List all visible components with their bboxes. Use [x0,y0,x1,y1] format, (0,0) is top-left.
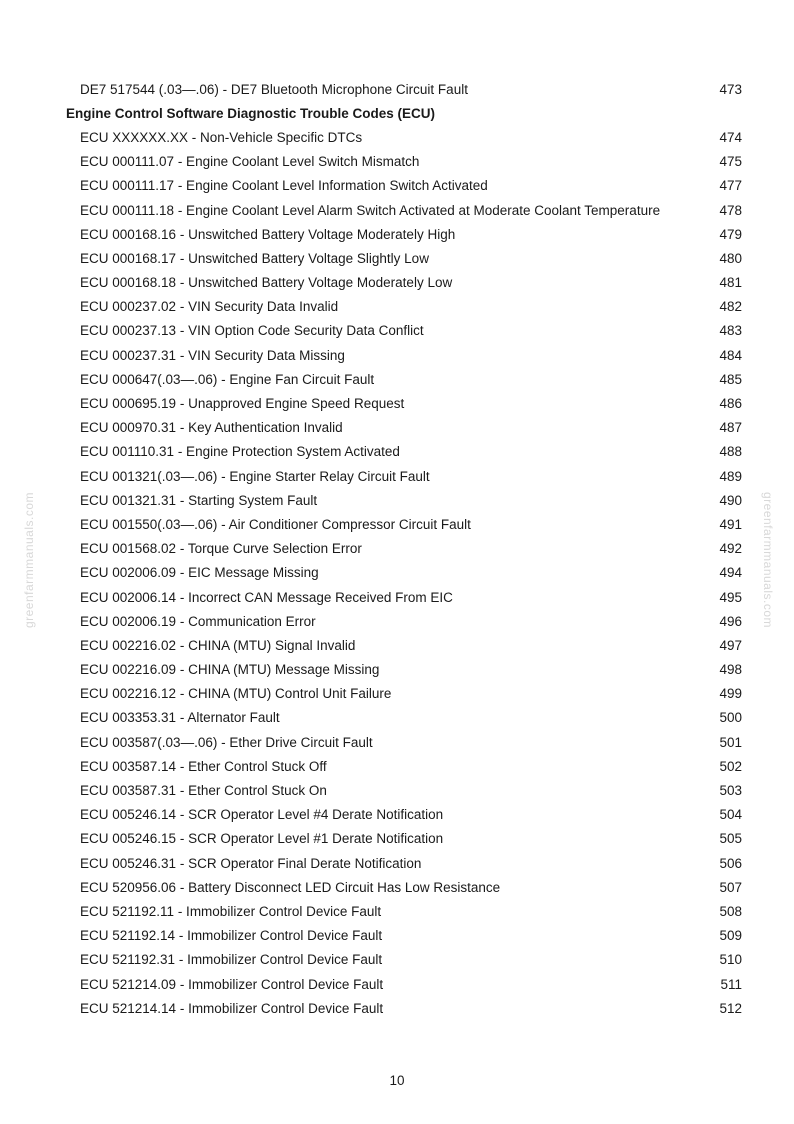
toc-entry[interactable] [66,730,742,754]
toc-entry[interactable] [66,803,742,827]
toc-entry[interactable] [66,561,742,585]
toc-entry-title: ECU 002006.09 - EIC Message Missing [80,565,319,581]
toc-entry-page: 502 [719,758,742,774]
toc-entry-title: ECU 003353.31 - Alternator Fault [80,710,280,726]
toc-entry-page: 480 [719,250,742,266]
toc-entry[interactable] [66,972,742,996]
page-number: 10 [389,1073,405,1088]
toc-entry-page: 511 [720,976,742,992]
toc-entry[interactable] [66,948,742,972]
toc-entry-title: ECU 000970.31 - Key Authentication Invalid [80,420,343,436]
toc-entry-title: ECU 005246.14 - SCR Operator Level #4 Derate Notification [80,807,444,823]
toc-entry[interactable] [66,367,742,391]
toc-entry[interactable] [66,778,742,802]
toc-entry[interactable] [66,875,742,899]
toc-entry-page: 489 [719,468,742,484]
toc-entry[interactable] [66,416,742,440]
toc-entry-page: 486 [719,396,742,412]
toc-entry-title: ECU XXXXXX.XX - Non-Vehicle Specific DTCs [80,129,363,145]
toc-entry[interactable] [66,899,742,923]
toc-entry-title: ECU 000237.13 - VIN Option Code Security Data Conflict [80,323,424,339]
toc-entry[interactable] [66,585,742,609]
toc-entries [66,125,742,1020]
toc-entry[interactable] [66,198,742,222]
toc-entry-title: ECU 000111.07 - Engine Coolant Level Switch Mismatch [80,154,420,170]
toc-entry-page: 505 [719,831,742,847]
toc-entry[interactable] [66,319,742,343]
toc-entry-title: ECU 002006.14 - Incorrect CAN Message Received From EIC [80,589,453,605]
toc-entry[interactable] [66,924,742,948]
toc-entry-page: 477 [719,178,742,194]
toc-entry-title: DE7 517544 (.03—.06) - DE7 Bluetooth Microphone Circuit Fault [80,81,468,97]
watermark-left: greenfarmmanuals.com [22,491,36,629]
toc-entry[interactable] [66,633,742,657]
table-of-contents [66,77,742,1020]
toc-entry[interactable] [66,246,742,270]
toc-entry-page: 475 [719,154,742,170]
watermark-right: greenfarmmanuals.com [761,491,775,629]
toc-entry-page: 473 [719,81,742,97]
toc-entry-page: 483 [719,323,742,339]
toc-entry-page: 499 [719,686,742,702]
toc-entry-page: 500 [719,710,742,726]
toc-entry[interactable] [66,343,742,367]
toc-entry[interactable] [66,464,742,488]
toc-entry[interactable] [66,222,742,246]
toc-entry-page: 478 [719,202,742,218]
toc-entry-page: 510 [719,952,742,968]
toc-entry-page: 490 [719,492,742,508]
toc-entry[interactable] [66,827,742,851]
toc-entry-page: 485 [719,371,742,387]
toc-entry-title: ECU 000111.17 - Engine Coolant Level Information Switch Activated [80,178,488,194]
toc-entry-title: ECU 000647(.03—.06) - Engine Fan Circuit Fault [80,371,375,387]
toc-entry-page: 507 [719,879,742,895]
toc-entry[interactable] [66,658,742,682]
toc-entry-page: 509 [719,928,742,944]
toc-entry-page: 487 [719,420,742,436]
toc-entry-title: ECU 520956.06 - Battery Disconnect LED Circuit Has Low Resistance [80,879,501,895]
toc-entry-title: ECU 001110.31 - Engine Protection System Activated [80,444,400,460]
toc-entry-title: ECU 000168.16 - Unswitched Battery Voltage Moderately High [80,226,456,242]
toc-entry[interactable] [66,77,742,101]
toc-entry-page: 491 [719,516,742,532]
toc-entry-title: ECU 000695.19 - Unapproved Engine Speed Request [80,396,405,412]
toc-entry-title: ECU 001321(.03—.06) - Engine Starter Relay Circuit Fault [80,468,430,484]
toc-entry-page: 498 [719,662,742,678]
toc-entry[interactable] [66,851,742,875]
toc-entry[interactable] [66,996,742,1020]
toc-entry-title: ECU 521192.11 - Immobilizer Control Device Fault [80,903,382,919]
toc-entry[interactable] [66,754,742,778]
toc-entry[interactable] [66,295,742,319]
toc-entry-title: ECU 001321.31 - Starting System Fault [80,492,318,508]
section-heading: Engine Control Software Diagnostic Trouble Codes (ECU) [66,105,436,121]
toc-entry-title: ECU 002216.12 - CHINA (MTU) Control Unit Failure [80,686,392,702]
toc-entry-page: 479 [719,226,742,242]
toc-entry-title: ECU 000168.18 - Unswitched Battery Voltage Moderately Low [80,275,453,291]
toc-pre-entries [66,77,742,101]
toc-entry-page: 481 [719,275,742,291]
toc-entry[interactable] [66,537,742,561]
toc-entry-page: 503 [719,783,742,799]
toc-entry[interactable] [66,682,742,706]
toc-entry-title: ECU 003587(.03—.06) - Ether Drive Circuit Fault [80,734,373,750]
toc-entry-page: 492 [719,541,742,557]
toc-entry-title: ECU 001550(.03—.06) - Air Conditioner Compressor Circuit Fault [80,516,471,532]
toc-entry[interactable] [66,271,742,295]
toc-entry-page: 488 [719,444,742,460]
toc-entry[interactable] [66,512,742,536]
toc-entry-title: ECU 003587.14 - Ether Control Stuck Off [80,758,327,774]
toc-entry-title: ECU 000111.18 - Engine Coolant Level Alarm Switch Activated at Moderate Coolant Temperature [80,202,661,218]
toc-entry-page: 501 [719,734,742,750]
toc-entry-title: ECU 000168.17 - Unswitched Battery Voltage Slightly Low [80,250,429,266]
toc-entry-title: ECU 002216.02 - CHINA (MTU) Signal Invalid [80,637,356,653]
toc-entry-page: 494 [719,565,742,581]
toc-entry-page: 497 [719,637,742,653]
toc-entry[interactable] [66,706,742,730]
toc-entry[interactable] [66,488,742,512]
toc-entry-title: ECU 001568.02 - Torque Curve Selection Error [80,541,362,557]
toc-entry-title: ECU 002006.19 - Communication Error [80,613,316,629]
toc-entry-title: ECU 521192.31 - Immobilizer Control Device Fault [80,952,383,968]
toc-entry[interactable] [66,391,742,415]
toc-entry[interactable] [66,609,742,633]
toc-entry-page: 512 [719,1000,742,1016]
toc-entry-title: ECU 005246.15 - SCR Operator Level #1 Derate Notification [80,831,444,847]
toc-entry-page: 474 [719,129,742,145]
toc-entry-title: ECU 000237.02 - VIN Security Data Invalid [80,299,339,315]
toc-entry-page: 506 [719,855,742,871]
toc-entry-page: 504 [719,807,742,823]
toc-entry-title: ECU 000237.31 - VIN Security Data Missing [80,347,345,363]
toc-entry-title: ECU 521214.09 - Immobilizer Control Device Fault [80,976,384,992]
toc-entry-page: 508 [719,903,742,919]
toc-entry-title: ECU 521214.14 - Immobilizer Control Device Fault [80,1000,384,1016]
toc-entry-title: ECU 005246.31 - SCR Operator Final Derate Notification [80,855,422,871]
toc-entry[interactable] [66,174,742,198]
toc-entry[interactable] [66,150,742,174]
toc-entry[interactable] [66,125,742,149]
toc-entry-page: 495 [719,589,742,605]
toc-entry-title: ECU 521192.14 - Immobilizer Control Device Fault [80,928,383,944]
toc-entry-page: 484 [719,347,742,363]
toc-entry[interactable] [66,440,742,464]
toc-entry-title: ECU 002216.09 - CHINA (MTU) Message Missing [80,662,380,678]
toc-entry-page: 482 [719,299,742,315]
toc-entry-page: 496 [719,613,742,629]
toc-entry-title: ECU 003587.31 - Ether Control Stuck On [80,783,327,799]
